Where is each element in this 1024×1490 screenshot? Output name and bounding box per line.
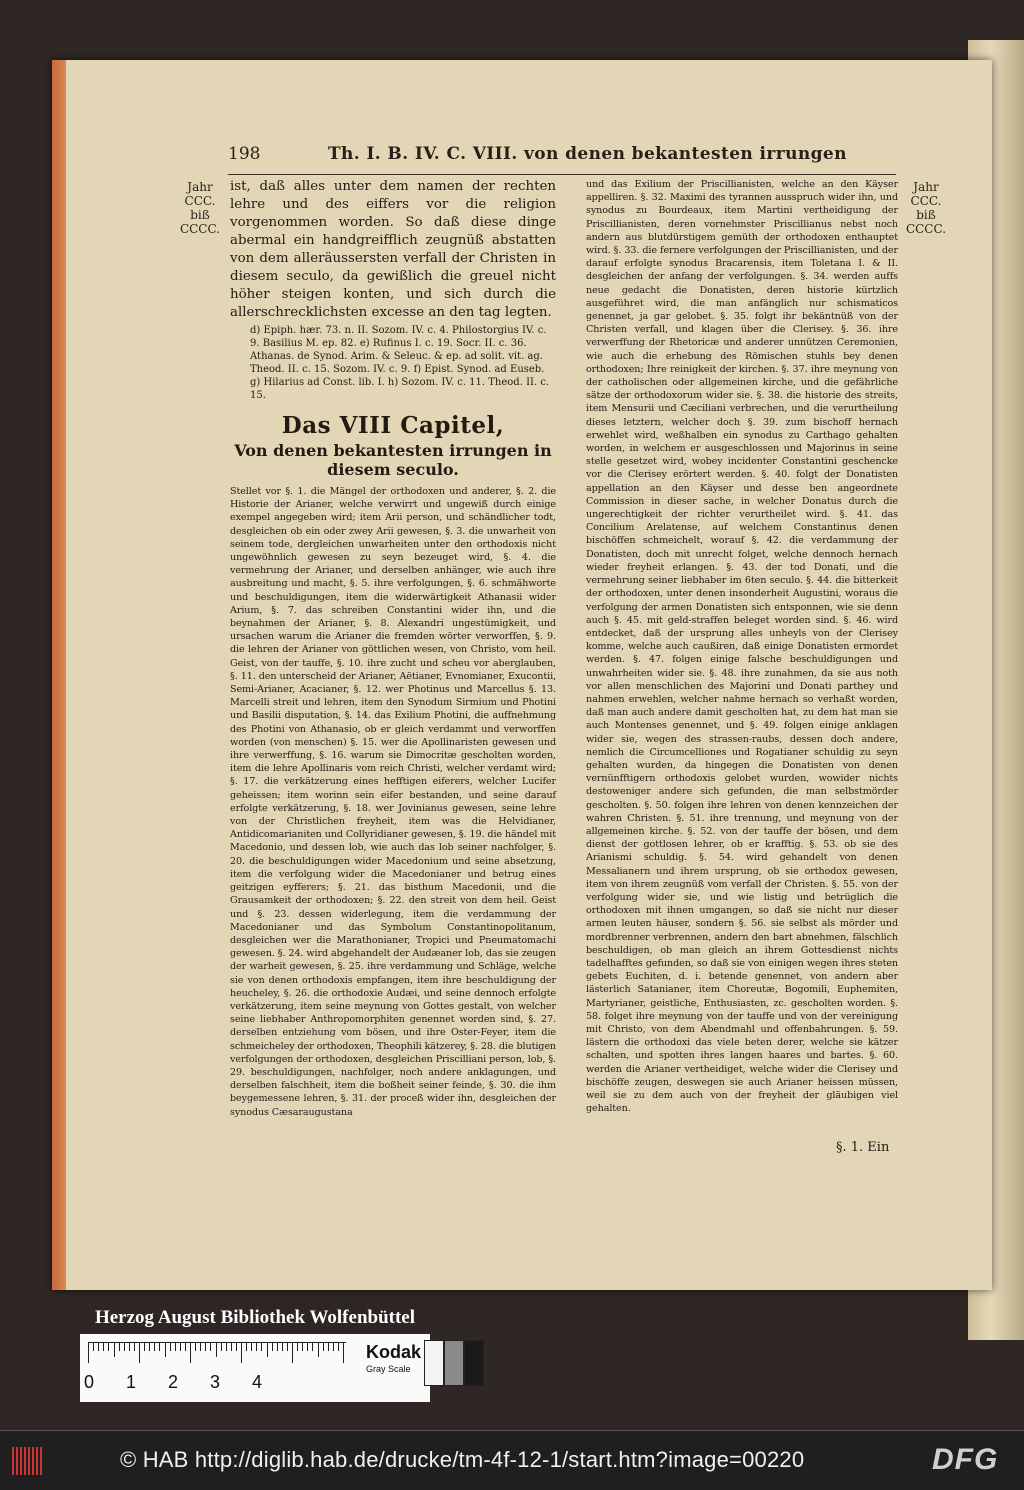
scale-number: 4 [252,1372,263,1392]
ruler-tick [328,1343,329,1351]
ruler-tick [93,1343,94,1351]
right-column-text: und das Exilium der Priscillianisten, welche an den Käyser appelliren. §. 32. Maximi des tyrannen ausspruch wider ihn, und synodus zu Bourdeaux, item Martini vertheidigung der Priscillianisten, deren vornehmster Priscillianus nebst noch andern aus blutdürstigem gemüth der orthodoxen enthauptet wird. §. 33. die fernere verfolgungen der Priscillianisten, und der darauf erfolgte synodus Bracarensis, item Toletana I. & II. desgleichen der anfang der verfolgungen. §. 34. werden auffs neue gedacht die Donatisten, deren historie kürtzlich ausgeführet wird, die man anfänglich nur schismaticos genennet, ja gar gelobet. §. 35. folgt ihr bekäntnüß von der Christen verfall, und klagen über die Clerisey. §. 36. ihre verwerffung der Rhetoricæ und anderer unnützen Ceremonien, wie auch die erhebung des Römischen stuhls bey denen orthodoxen; Ihre reinigkeit der kirchen. §. 37. ihre meynung von der catholischen oder allgemeinen kirche, und die gefährliche sätze der orthodoxorum wider sie. §. 38. die historie des streits, item Mensurii und Cæciliani verbrechen, und die verurtheilung dieses letztern, welcher doch §. 39. zum bischoff hernach erwehlet wird, weßhalben ein synodus zu Carthago gehalten worden, in welchem er ausgeschlossen und Majorinus in seine stelle gesetzet wird, wobey incidenter Constantini geschencke vor die Clerisey erörtert werden. §. 40. folgt der Donatisten appellation an den Käyser und desse ben angeordnete Commission in dieser sache, in welcher Donatus durch die ungerechtigkeit der richter verurtheilet wird. §. 41. das Concilium Arelatense, auf welchem Constantinus denen bischöffen schmeichelt, worauf §. 42. die verdammung der Donatisten, doch mit unrecht folget, welche dennoch hernach wieder freyheit erlangen. §. 43. der tod Donati, und die vermehrung seiner liebhaber im 6ten seculo. §. 44. die bitterkeit der orthodoxen, unter denen insonderheit Augustini, woraus die verfolgung der armen Donatisten sich entsponnen, wie sie denn auch §. 45. mit geld-straffen beleget worden sind. §. 46. wird entdecket, daß der ursprung alles unheyls von der Clerisey komme, welche auch caußiren, daß einige Donatisten ermordet werden. §. 47. folgen einige falsche beschuldigungen und unwahrheiten wider sie. §. 48. ihre zunahmen, da sie aus noth vor allen menschlichen des Majorini und Donati parthey und nahmen erwehlen, welcher nahme hernach so verhaßt worden, daß man auch andere damit gescholten hat, zu dem hat man sie auch Montenses genennet, und §. 49. folgen einige anklagen wider sie, wegen des strassen-raubs, dessen doch andere, nemlich die Circumcelliones und Rogatianer schuldig zu seyn gehalten wurden, da hingegen die Donatisten von denen vernünfftigern orthodoxis gelobet wurden, wowider nichts destoweniger andere sich gefunden, die man selbstmörder gescholten. §. 50. folgen ihre lehren von denen kennzeichen der wahren Christen. §. 51. ihre trennung, und meynung von der allgemeinen kirche. §. 52. von der tauffe der bösen, und dem dienst der gottlosen lehrer, ob er krafftig. §. 53. ob sie des Arianismi schuldig. §. 54. wird gehandelt von denen Messalianern und ihrem ursprung, ob sie orthodox gewesen, item von ihrem zeugnüß vom verfall der Christen. §. 55. von der verfolgung wider sie, und wie listig und betrüglich die orthodoxen mit ihnen umgangen, so daß sie nicht nur dieser armen leuten häuser, sondern §. 56. sie selbst als mörder und mordbrenner verbrennen, andern den bart abnehmen, fälschlich beschuldigen, ob man gleich an ihrem Gottesdienst nichts tadelhafftes gefunden, so daß sie von einigen wegen ihres steten gebets Euchiten, d. i. betende genennet, von andern aber lästerlich Satanianer, item Choreutæ, Bogomili, Euphemiten, Martyrianer, geistliche, Enthusiasten, zc. gescholten worden. §. 58. folget ihre meynung von der tauffe und von der vereinigung mit Christo, von dem Abendmahl und offenbahrungen. §. 59. lästern die orthodoxi das viele beten derer, welche sie kätzer schalten, und spotten ihres langen haares und bartes. §. 60. werden die Arianer vertheidiget, welche wider die Clerisey und bischöffe zeugen, deswegen sie auch Arianer heissen müssen, weil sie zu dem auch von der freyheit der gläubigen viel gehalten. [586,179,898,1115]
ruler-tick [231,1343,232,1351]
ruler-tick [323,1343,324,1351]
ruler-tick [195,1343,196,1351]
ruler-tick [159,1343,160,1351]
intro-paragraph: ist, daß alles unter dem namen der rechten lehre und des eiffers vor die religion vorgenommen worden. So daß diese dinge abermal ein handgreifflich zeugnüß abstatten von dem alleräussersten verfall der Christen in diesem seculo, da gewißlich die greuel nicht höher steigen konten, und sich durch die allerschrecklichsten excesse an den tag legten. [230,179,556,320]
ruler-tick [175,1343,176,1351]
ruler-tick [180,1343,181,1351]
running-head: Th. I. B. IV. C. VIII. von denen bekantesten irrungen [328,144,847,164]
viewer-footer [0,1430,1024,1490]
ruler-tick [251,1343,252,1351]
ruler-tick [333,1343,334,1351]
scale-numbers [84,1372,294,1393]
ruler-tick [134,1343,135,1351]
library-name: Herzog August Bibliothek Wolfenbüttel [80,1302,430,1334]
ruler-tick [241,1343,242,1363]
gray-scale-label: Gray Scale [366,1364,411,1374]
logo-bar [32,1447,34,1475]
chapter-title: Das VIII Capitel, [281,412,505,439]
hab-logo-icon [12,1447,44,1475]
logo-bar [36,1447,38,1475]
logo-bar [24,1447,26,1475]
logo-bar [12,1447,14,1475]
logo-bar [28,1447,30,1475]
ruler-tick [277,1343,278,1351]
page-fore-edge [52,60,66,1290]
ruler-tick [170,1343,171,1351]
ruler-tick [267,1343,268,1357]
ruler-tick [246,1343,247,1351]
page-header [228,144,896,175]
ruler-tick [139,1343,140,1363]
scale-number: 1 [126,1372,137,1392]
scale-number: 2 [168,1372,179,1392]
gray-patch [424,1340,444,1386]
catchword: §. 1. Ein [836,1140,890,1155]
ruler-tick [226,1343,227,1351]
ruler-tick [216,1343,217,1357]
ruler-tick [200,1343,201,1351]
ruler-tick [154,1343,155,1351]
color-calibration-card [80,1302,430,1402]
scale-number: 3 [210,1372,221,1392]
ruler-tick [103,1343,104,1351]
ruler-tick [108,1343,109,1351]
ruler-tick [119,1343,120,1351]
ruler-tick [144,1343,145,1351]
margin-note-right: Jahr CCC. biß CCCC. [905,180,947,236]
folio-number: 198 [228,144,261,164]
ruler-tick [129,1343,130,1351]
logo-bar [16,1447,18,1475]
gray-patch [464,1340,484,1386]
ruler-tick [318,1343,319,1357]
ruler-tick [124,1343,125,1351]
scale-ruler [88,1342,346,1365]
ruler-tick [210,1343,211,1351]
ruler-tick [149,1343,150,1351]
right-column [586,178,898,1115]
dfg-logo: DFG [932,1443,999,1476]
ruler-tick [256,1343,257,1351]
copyright-link[interactable]: © HAB http://diglib.hab.de/drucke/tm-4f-12-1/start.htm?image=00220 [120,1447,805,1472]
chapter-subtitle: Von denen bekantesten irrungen in diesem seculo. [234,441,552,479]
ruler-tick [221,1343,222,1351]
chapter-summary: Stellet vor §. 1. die Mängel der orthodoxen und anderer, §. 2. die Historie der Arianer, welche verwirrt und ungewiß durch einige exempel angegeben wird; item Arii person, und schändlicher todt, desgleichen ob ein oder zwey Arii gewesen, §. 3. die unwarheit von seinem tode, dergleichen unwarheiten unter den orthodoxis nicht ungewöhnlich gewesen zu seyn bezeuget wird, §. 4. die vermehrung der Arianer, und derselben anhänger, wie auch ihre ausbreitung und macht, §. 5. ihre verfolgungen, §. 6. schmähworte und beschuldigungen, item die widerwärtigkeit Athanasii wider Arium, §. 7. das schreiben Constantini wider ihn, und die beynahmen der Arianer, §. 8. Alexandri ungestümigkeit, und ursachen warum die Arianer die fremden wörter verworffen, §. 9. die lehren der Arianer von göttlichen wesen, von Christo, vom heil. Geist, von der tauffe, §. 10. ihre zucht und scheu vor aberglauben, §. 11. den unterscheid der Arianer, Aëtianer, Evnomianer, Exucontii, Semi-Arianer, Acacianer, §. 12. wer Photinus und Marcellus §. 13. Marcelli streit und lehren, item den Synodum Sirmium und Photini und Basilii disputation, §. 14. das Exilium Photini, die auffnehmung des Photini von Athanasio, ob er gleich verdammt und verworffen worden (von menschen) §. 15. wer die Apollinaristen gewesen und ihre verwerffung, §. 16. warum sie Dimocritæ gescholten worden, item die lehre Apollinaris vom reich Christi, welcher verdamt wird; §. 17. die verkätzerung eines hefftigen eiferers, welcher Lucifer geheissen; item worinn sein eifer bestanden, und seine darauf erfolgte verkätzerung, §. 18. wer Jovinianus gewesen, seine lehre von der Christlichen freyheit, item was die Helvidianer, Antidicomarianiten und Collyridianer gewesen, §. 19. die händel mit Macedonio, und dessen lob, wie auch das lob seiner nachfolger, §. 20. die beschuldigungen wider Macedonium und seine absetzung, item die verfolgung wider die Macedonianer und betrug eines geitzigen eyfferers; §. 21. das bisthum Macedonii, und die Grausamkeit der orthodoxen; §. 22. den streit von dem heil. Geist und §. 23. dessen widerlegung, item die verdammung der Macedonianer und das Symbolum Constantinopolitanum, desgleichen wer die Marathonianer, Tropici und Pneumatomachi gewesen. §. 24. wird abgehandelt der Audæaner lob, das sie zeugen der warheit gewesen, §. 25. ihre verdammung und Schläge, welche sie von denen orthodoxis empfangen, item ihre beschuldigung der heucheley, §. 26. die orthodoxie Audæi, und seine dennoch erfolgte verkätzerung, item seine meynung von Gottes gestalt, von welcher seine liebhaber Anthropomorphiten genennet worden sind, §. 27. derselben entziehung vom bösen, und ihre Oster-Feyer, item die schmeicheley der orthodoxen, Theophili kätzerey, §. 28. die blutigen verfolgungen der orthodoxen, desgleichen Priscilliani person, lob, §. 29. beschuldigungen, nachfolger, noch andere anklagungen, und derselben falschheit, item die boßheit seiner feinde, §. 30. die ihm beygemessene lehren, §. 31. der proceß wider ihn, desgleichen der synodus Cæsaraugustana [230,486,556,1118]
ruler-tick [185,1343,186,1351]
ruler-tick [307,1343,308,1351]
ruler-tick [297,1343,298,1351]
footnotes: d) Epiph. hær. 73. n. II. Sozom. IV. c. 4. Philostorgius IV. c. 9. Basilius M. ep. 82. e) Rufinus I. c. 19. Socr. II. c. 36. Athanas. de Synod. Arim. & Seleuc. & ep. ad solit. vit. ag. Theod. II. c. 15. Sozom. IV. c. 9. f) Epist. Synod. ad Euseb. g) Hilarius ad Const. lib. I. h) Sozom. IV. c. 11. Theod. II. c. 15. [250,325,550,401]
ruler-tick [88,1343,89,1363]
ruler-tick [114,1343,115,1357]
logo-bar [40,1447,42,1475]
ruler-tick [165,1343,166,1357]
ruler-tick [190,1343,191,1363]
left-column [230,178,556,1119]
ruler-tick [292,1343,293,1363]
ruler-tick [205,1343,206,1351]
ruler-tick [302,1343,303,1351]
ruler-tick [272,1343,273,1351]
ruler-tick [282,1343,283,1351]
scale-number: 0 [84,1372,95,1392]
ruler-tick [236,1343,237,1351]
ruler-tick [287,1343,288,1351]
gray-patch [444,1340,464,1386]
logo-bar [20,1447,22,1475]
margin-note-left: Jahr CCC. biß CCCC. [179,180,221,236]
ruler-tick [343,1343,344,1363]
ruler-tick [338,1343,339,1351]
ruler-tick [261,1343,262,1351]
ruler-tick [98,1343,99,1351]
ruler-tick [312,1343,313,1351]
kodak-logo: Kodak [366,1342,422,1362]
